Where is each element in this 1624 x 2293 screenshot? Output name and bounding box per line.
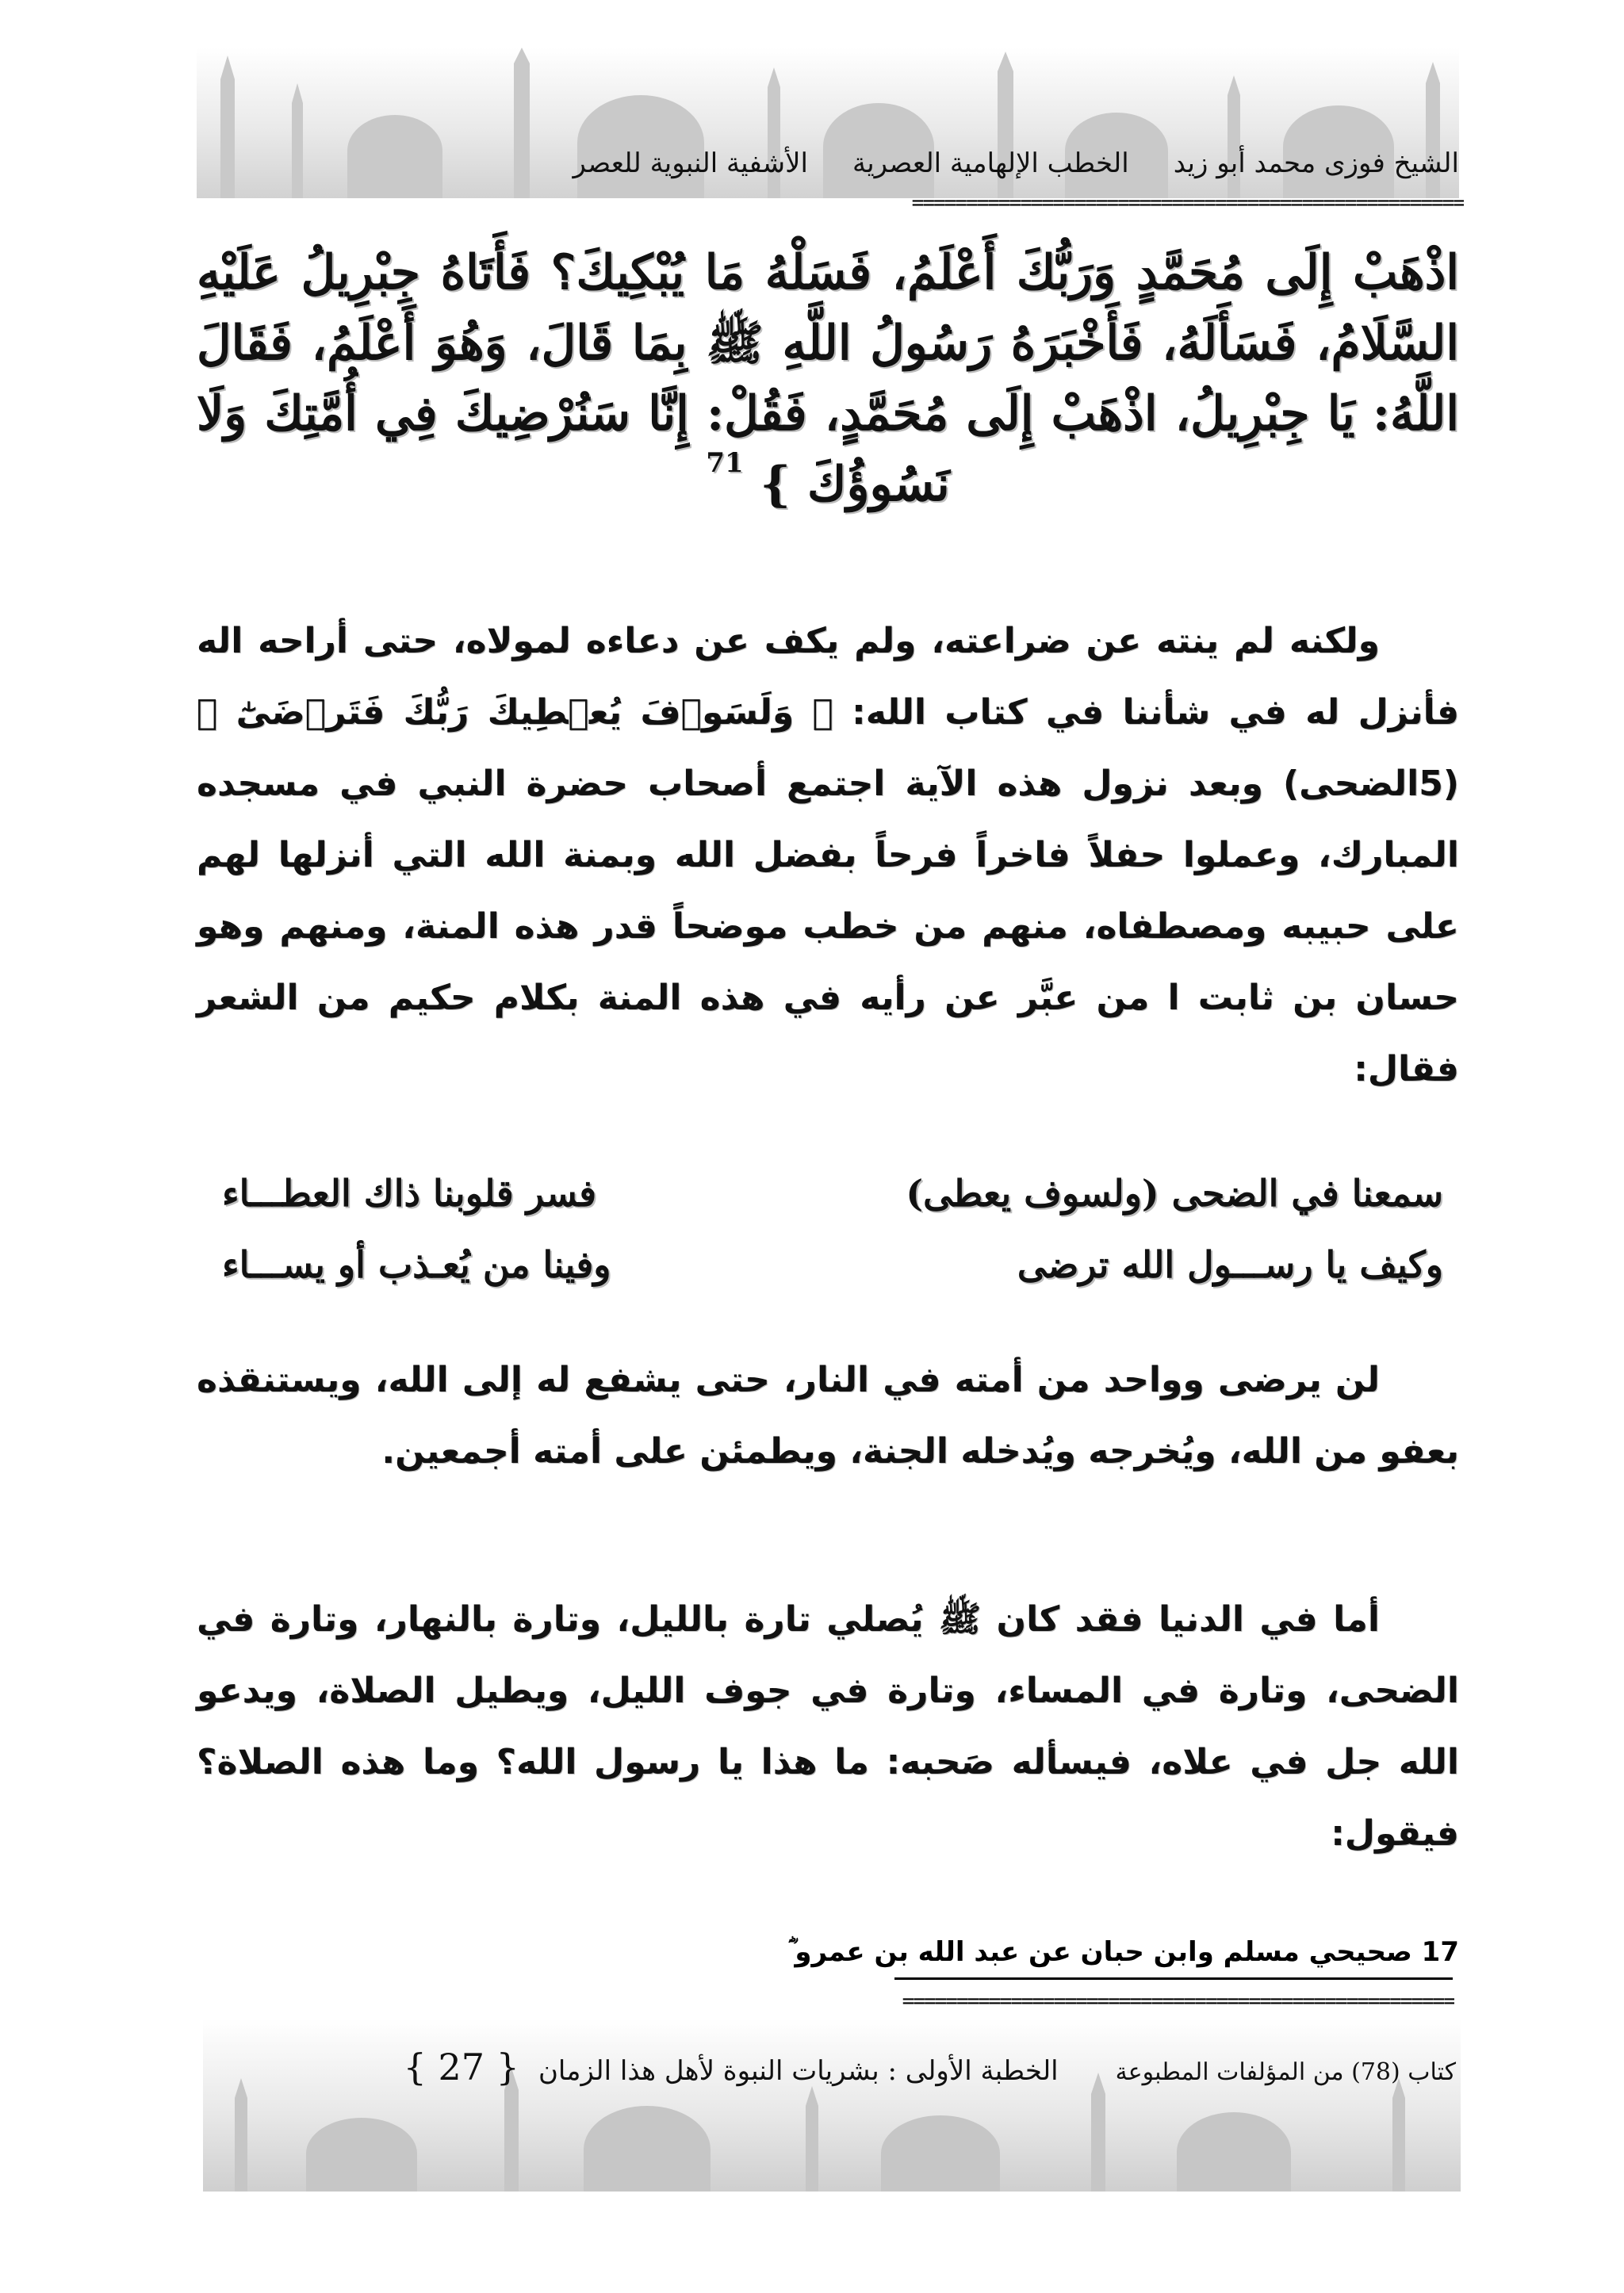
paragraph-2: لن يرضى وواحد من أمته في النار، حتى يشفع له إلى الله، ويستنقذه بعفو من الله، ويُخرجه ويُدخله الجنة، ويطمئن على أمته أجمعين.	[197, 1360, 1459, 1472]
running-footer	[228, 2046, 1456, 2093]
poem-line-1-second-half: فسر قلوبنا ذاك العطـــاء	[222, 1172, 597, 1215]
poem	[222, 1158, 1443, 1300]
page-number: { 27 }	[403, 2046, 519, 2088]
running-header	[238, 147, 1459, 195]
poem-line-2	[222, 1229, 1443, 1300]
footnote: 17 صحيحي مسلم وابن حبان عن عبد الله بن عمرو ؓ	[787, 1936, 1459, 1968]
hadith-quote	[197, 238, 1459, 520]
poem-line-1	[222, 1158, 1443, 1229]
mosque-silhouette-decoration	[203, 2019, 1461, 2192]
header-series: الخطب الإلهامية العصرية	[852, 147, 1129, 179]
header-author: الشيخ فوزى محمد أبو زيد	[1173, 147, 1459, 179]
poem-line-2-second-half: وفينا من يُعـذب أو يســـاء	[222, 1243, 611, 1286]
poem-line-1-first-half: سمعنا في الضحى (ولسوف يعطى)	[906, 1172, 1443, 1215]
footer-khutba-title: الخطبة الأولى : بشريات النبوة لأهل هذا الزمان	[538, 2055, 1059, 2087]
footnote-reference: 71	[706, 447, 744, 479]
paragraph-1: ولكنه لم ينته عن ضراعته، ولم يكف عن دعاءه لمولاه، حتى أراحه اله فأنزل له في شأننا في كتاب الله: ﴿ وَلَسَوۡفَ يُعۡطِيكَ رَبُّكَ فَتَرۡضَىٰٓ ﴾ (5الضحى) وبعد نزول هذه الآية اجتمع أصحاب حضرة النبي في مسجده المبارك، وعملوا حفلاً فاخراً فرحاً بفضل الله وبمنة الله التي أنزلها لهم على حبيبه ومصطفاه، منهم من خطب موضحاً قدر هذه المنة، ومنهم وهو حسان بن ثابت ا من عبَّر عن رأيه في هذه المنة بكلام حكيم من الشعر فقال:	[197, 621, 1459, 1089]
hadith-quote-text: اذْهَبْ إِلَى مُحَمَّدٍ وَرَبُّكَ أَعْلَمُ، فَسَلْهُ مَا يُبْكِيكَ؟ فَأَتَاهُ جِبْرِيلُ عَلَيْهِ السَّلَامُ، فَسَأَلَهُ، فَأَخْبَرَهُ رَسُولُ اللَّهِ ﷺ بِمَا قَالَ، وَهُوَ أَعْلَمُ، فَقَالَ اللَّهُ: يَا جِبْرِيلُ، اذْهَبْ إِلَى مُحَمَّدٍ، فَقُلْ: إِنَّا سَنُرْضِيكَ فِي أُمَّتِكَ وَلَا نَسُوؤُكَ }	[197, 245, 1459, 512]
footer-band	[203, 2019, 1461, 2192]
footer-book-info: كتاب (78) من المؤلفات المطبوعة	[1115, 2058, 1456, 2086]
footer-separator: ===================================================	[902, 1996, 1454, 2013]
poem-line-2-first-half: وكيف يا رســـول الله ترضى	[1017, 1243, 1443, 1286]
header-book-title: الأشفية النبوية للعصر	[573, 147, 808, 179]
header-separator: ===================================================	[911, 198, 1464, 215]
paragraph-3: أما في الدنيا فقد كان ﷺ يُصلي تارة بالليل، وتارة بالنهار، وتارة في الضحى، وتارة في المساء، وتارة في جوف الليل، ويطيل الصلاة، ويدعو الله جل في علاه، فيسأله صَحبه: ما هذا يا رسول الله؟ وما هذه الصلاة؟ فيقول:	[197, 1599, 1459, 1854]
footnote-rule	[894, 1977, 1453, 1980]
